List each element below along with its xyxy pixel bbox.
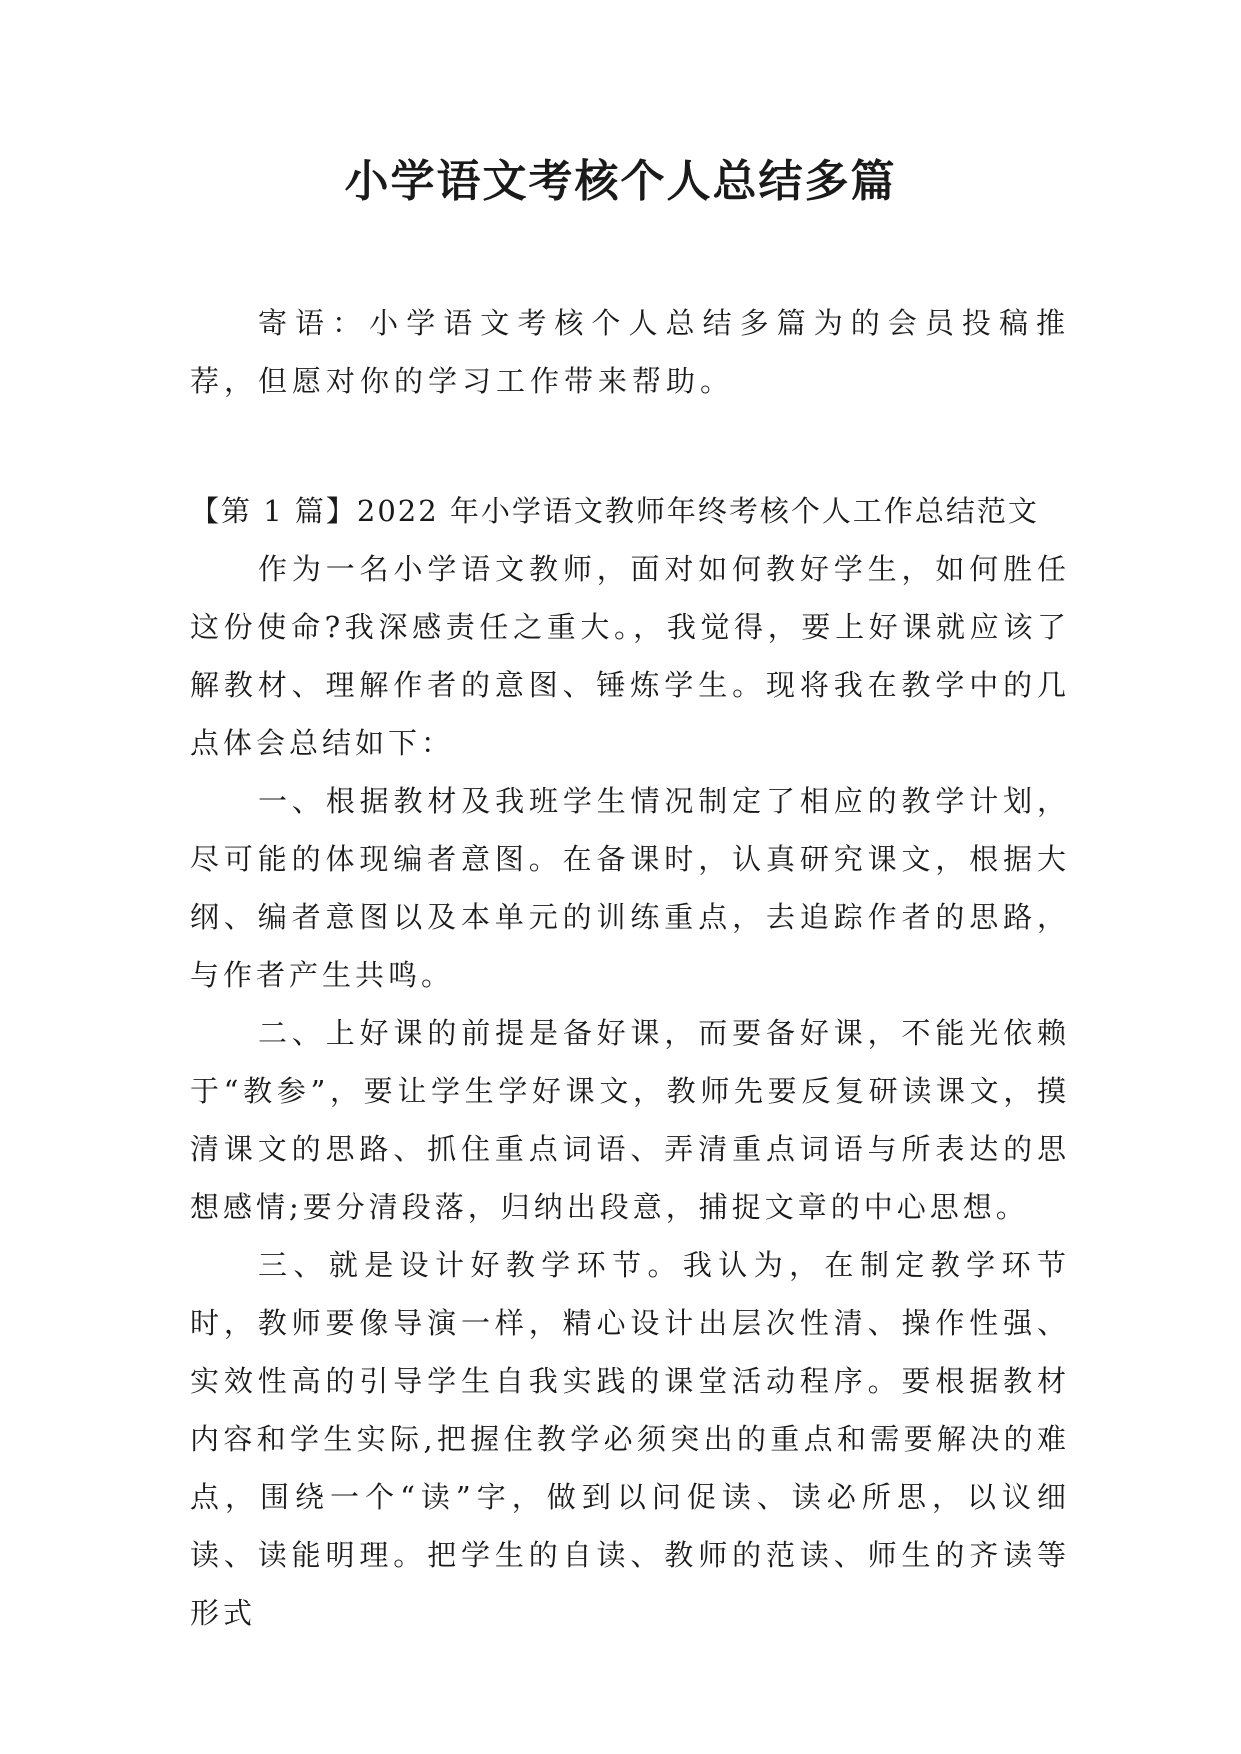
body-paragraph-2: 一、根据教材及我班学生情况制定了相应的教学计划，尽可能的体现编者意图。在备课时，认真研究课文，根据大纲、编者意图以及本单元的训练重点，去追踪作者的思路，与作者产生共鸣。 [190, 784, 1070, 992]
document-title: 小学语文考核个人总结多篇 [344, 156, 897, 207]
intro-paragraph: 寄语：小学语文考核个人总结多篇为的会员投稿推荐，但愿对你的学习工作带来帮助。 [190, 306, 1070, 398]
body-paragraph-4: 三、就是设计好教学环节。我认为，在制定教学环节时，教师要像导演一样，精心设计出层次性清、操作性强、实效性高的引导学生自我实践的课堂活动程序。要根据教材内容和学生实际,把握住教学必须突出的重点和需要解决的难点，围绕一个“读”字，做到以问促读、读必所思，以议细读、读能明理。把学生的自读、教师的范读、师生的齐读等形式 [190, 1248, 1070, 1630]
document-body [190, 294, 1070, 1642]
body-paragraph-3: 二、上好课的前提是备好课，而要备好课，不能光依赖于“教参”，要让学生学好课文，教师先要反复研读课文，摸清课文的思路、抓住重点词语、弄清重点词语与所表达的思想感情;要分清段落，归纳出段意，捕捉文章的中心思想。 [190, 1016, 1070, 1224]
body-paragraph-1: 作为一名小学语文教师，面对如何教好学生，如何胜任这份使命?我深感责任之重大。，我觉得，要上好课就应该了解教材、理解作者的意图、锤炼学生。现将我在教学中的几点体会总结如下： [190, 552, 1070, 760]
section-heading: 【第 1 篇】2022 年小学语文教师年终考核个人工作总结范文 [190, 494, 1039, 528]
section-spacer [190, 410, 1070, 482]
